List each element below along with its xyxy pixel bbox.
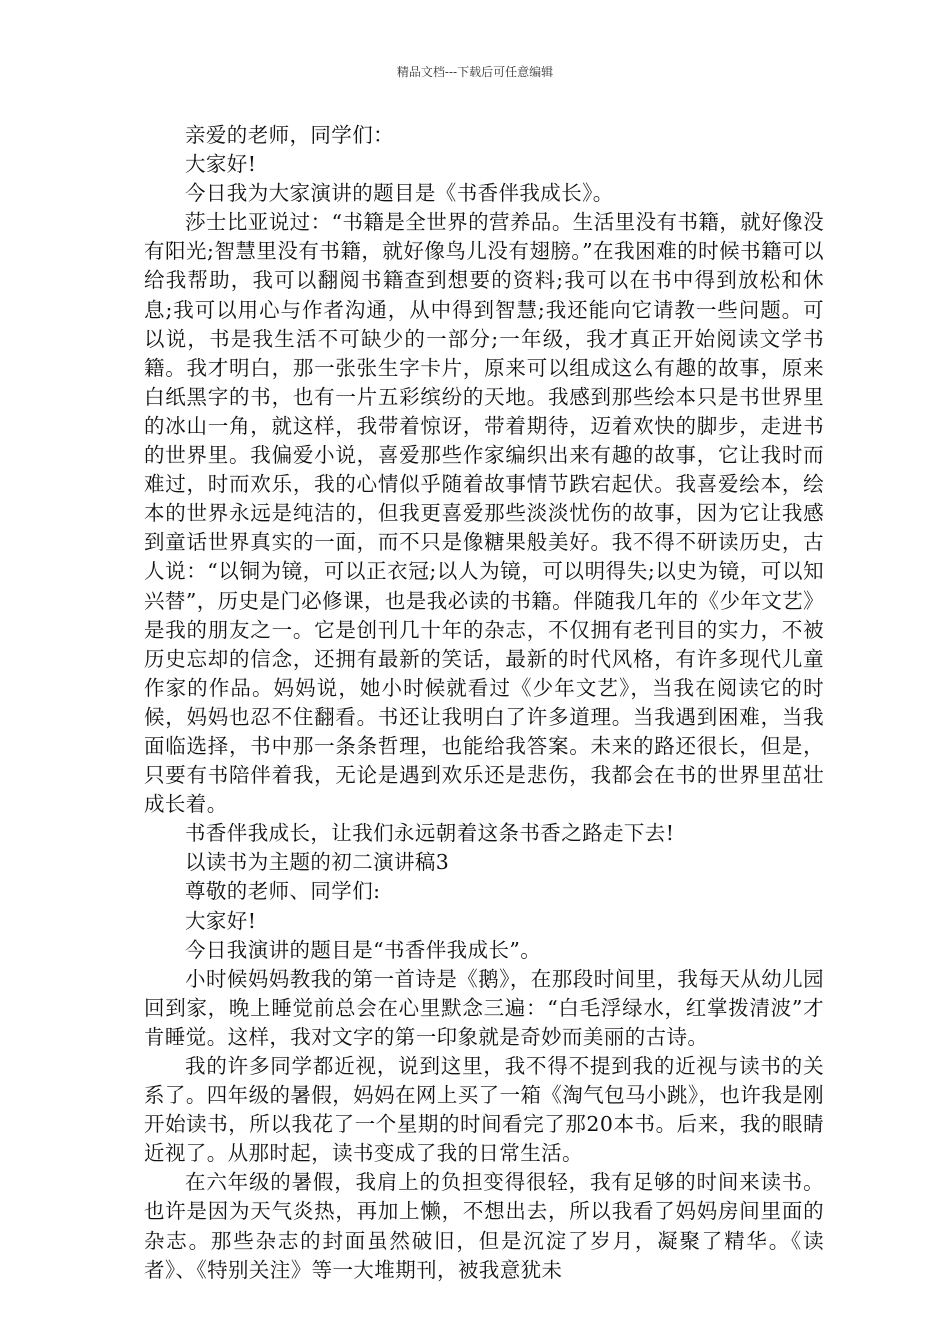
paragraph-topic-2: 今日我演讲的题目是“书香伴我成长”。 bbox=[185, 937, 542, 962]
page-header: 精品文档---下载后可任意编辑 bbox=[396, 65, 554, 79]
paragraph-hello-2: 大家好! bbox=[185, 908, 257, 933]
paragraph-summer-reading: 在六年级的暑假，我肩上的负担变得很轻，我有足够的时间来读书。也许是因为天气炎热，再加上懒，不想出去，所以我看了妈妈房间里面的杂志。那些杂志的封面虽然破旧，但是沉淀了岁月，凝聚了精华。《读者》、《特别关注》等一大堆期刊，被我意犹未 bbox=[144, 1170, 824, 1282]
paragraph-main-body: 莎士比亚说过：“书籍是全世界的营养品。生活里没有书籍，就好像没有阳光;智慧里没有书籍，就好像鸟儿没有翅膀。”在我困难的时候书籍可以给我帮助，我可以翻阅书籍查到想要的资料;我可以在书中得到放松和休息;我可以用心与作者沟通，从中得到智慧;我还能向它请教一些问题。可以说，书是我生活不可缺少的一部分;一年级，我才真正开始阅读文学书籍。我才明白，那一张张生字卡片，原来可以组成这么有趣的故事，原来白纸黑字的书，也有一片五彩缤纷的天地。我感到那些绘本只是书世界里的冰山一角，就这样，我带着惊讶，带着期待，迈着欢快的脚步，走进书的世界里。我偏爱小说，喜爱那些作家编织出来有趣的故事，它让我时而难过，时而欢乐，我的心情似乎随着故事情节跌宕起伏。我喜爱绘本，绘本的世界永远是纯洁的，但我更喜爱那些淡淡忧伤的故事，因为它让我感到童话世界真实的一面，而不只是像糖果般美好。我不得不研读历史，古人说：“以铜为镜，可以正衣冠;以人为镜，可以明得失;以史为镜，可以知兴替”，历史是门必修课，也是我必读的书籍。伴随我几年的《少年文艺》是我的朋友之一。它是创刊几十年的杂志，不仅拥有老刊目的实力，不被历史忘却的信念，还拥有最新的笑话，最新的时代风格，有许多现代儿童作家的作品。妈妈说，她小时候就看过《少年文艺》，当我在阅读它的时候，妈妈也忍不住翻看。书还让我明白了许多道理。当我遇到困难，当我面临选择，书中那一条条哲理，也能给我答案。未来的路还很长，但是，只要有书陪伴着我，无论是遇到欢乐还是悲伤，我都会在书的世界里茁壮成长着。 bbox=[144, 210, 824, 817]
paragraph-nearsighted: 我的许多同学都近视，说到这里，我不得不提到我的近视与读书的关系了。四年级的暑假，妈妈在网上买了一箱《淘气包马小跳》，也许我是刚开始读书，所以我花了一个星期的时间看完了那20本书。后来，我的眼睛近视了。从那时起，读书变成了我的日常生活。 bbox=[144, 1054, 824, 1166]
paragraph-greeting: 亲爱的老师，同学们： bbox=[185, 123, 394, 147]
paragraph-hello: 大家好! bbox=[185, 152, 257, 177]
document-body bbox=[144, 121, 824, 1285]
paragraph-topic: 今日我为大家演讲的题目是《书香伴我成长》。 bbox=[185, 181, 614, 206]
paragraph-greeting-2: 尊敬的老师、同学们: bbox=[185, 879, 381, 904]
paragraph-closing: 书香伴我成长，让我们永远朝着这条书香之路走下去! bbox=[185, 821, 675, 846]
paragraph-childhood-poem: 小时候妈妈教我的第一首诗是《鹅》，在那段时间里，我每天从幼儿园回到家，晚上睡觉前总会在心里默念三遍：“白毛浮绿水，红掌拨清波”才肯睡觉。这样，我对文字的第一印象就是奇妙而美丽的古诗。 bbox=[144, 966, 824, 1049]
section-title: 以读书为主题的初二演讲稿3 bbox=[185, 850, 450, 875]
